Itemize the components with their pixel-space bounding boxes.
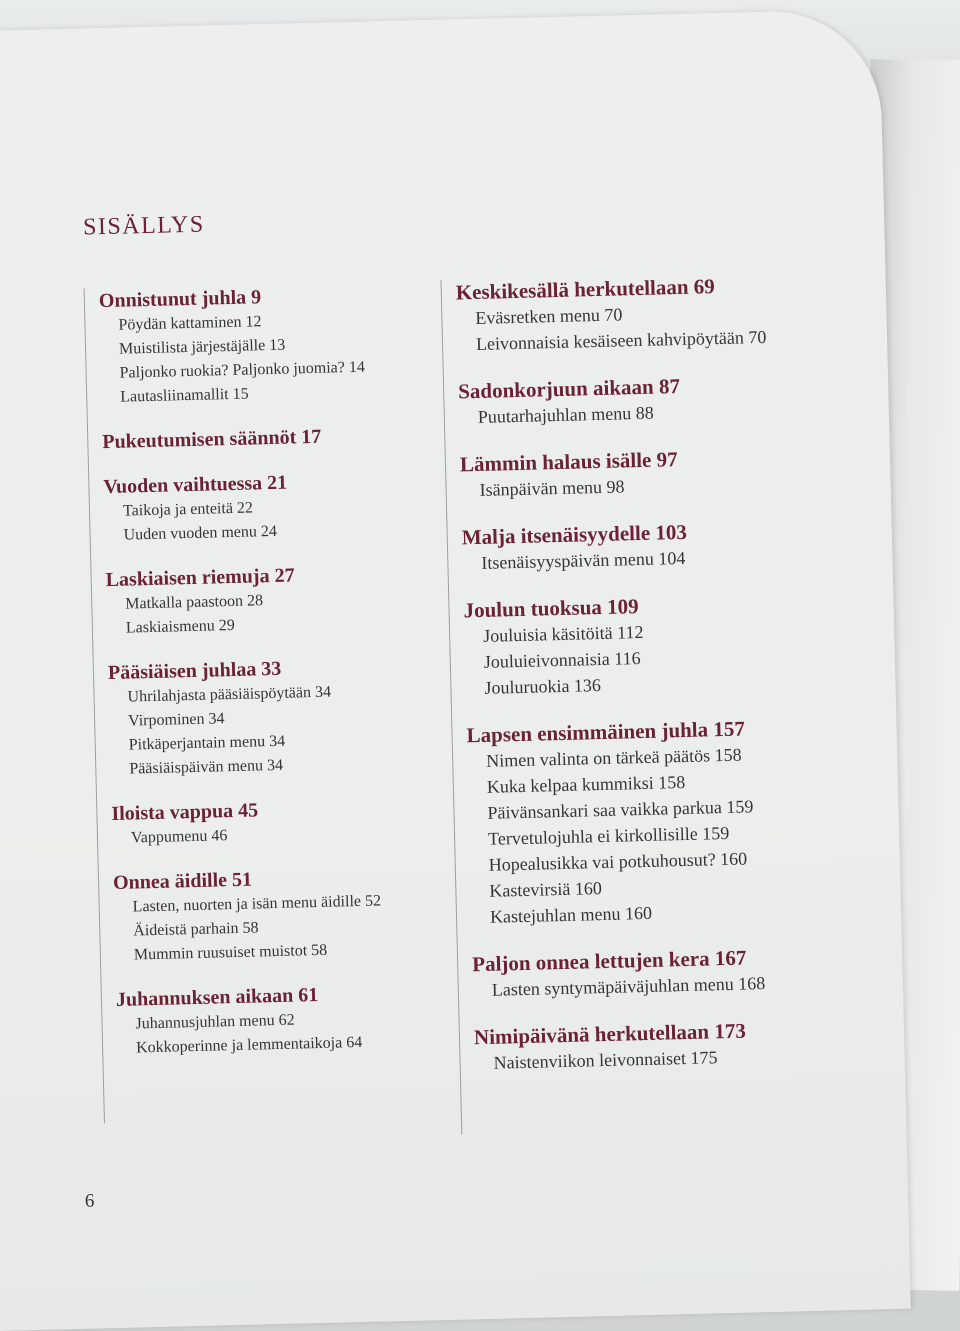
toc-entry: Uhrilahjasta pääsiäispöytään 34 [127, 683, 332, 706]
toc-section [474, 1017, 785, 1077]
toc-entry: Pääsiäispäivän menu 34 [129, 756, 284, 778]
toc-section-title: Lapsen ensimmäinen juhla 157 [466, 716, 746, 748]
toc-entry: Uuden vuoden menu 24 [123, 522, 278, 544]
toc-entry: Laskiaismenu 29 [125, 616, 235, 637]
toc-entry: Kokkoperinne ja lemmentaikoja 64 [135, 1033, 363, 1057]
toc-section [458, 371, 769, 431]
toc-section-title: Iloista vappua 45 [111, 799, 259, 826]
toc-entry: Lasten, nuorten ja isän menu äidille 52 [132, 892, 382, 916]
toc-entry: Jouluieivonnaisia 116 [483, 648, 641, 672]
toc-section-title: Keskikesällä herkutellaan 69 [455, 274, 716, 305]
toc-section-title: Pukeutumisen säännöt 17 [102, 425, 322, 454]
toc-entry: Kastevirsiä 160 [489, 878, 603, 901]
toc-section-title: Juhannuksen aikaan 61 [115, 984, 319, 1011]
toc-entry: Lasten syntymäpäiväjuhlan menu 168 [491, 973, 766, 1000]
toc-entry: Naistenviikon leivonnaiset 175 [493, 1047, 718, 1073]
toc-section [461, 517, 772, 577]
page-number: 6 [84, 1190, 95, 1212]
toc-entry: Itsenäisyyspäivän menu 104 [481, 547, 686, 573]
toc-entry: Kuka kelpaa kummiksi 158 [486, 771, 686, 797]
toc-entry: Matkalla paastoon 28 [125, 592, 264, 613]
toc-section [111, 794, 380, 851]
toc-section [105, 561, 374, 642]
toc-section [103, 468, 372, 549]
toc-entry: Nimen valinta on tärkeä päätös 158 [485, 744, 742, 771]
toc-section-title: Onnea äidille 51 [112, 868, 253, 894]
toc-entry: Leivonnaisia kesäiseen kahvipöytään 70 [475, 326, 767, 354]
toc-entry: Muistilista järjestäjälle 13 [118, 336, 286, 358]
toc-entry: Päivänsankari saa vaikka parkua 159 [487, 796, 754, 823]
toc-entry: Lautasliinamallit 15 [120, 385, 249, 406]
toc-section [102, 423, 370, 456]
toc-section-title: Paljon onnea lettujen kera 167 [471, 945, 747, 977]
toc-entry: Jouluisia käsitöitä 112 [482, 621, 644, 646]
toc-section [108, 654, 378, 782]
toc-entry: Vappumenu 46 [130, 827, 228, 847]
toc-section-title: Laskiaisen riemuja 27 [105, 564, 295, 592]
toc-entry: Pitkäperjantain menu 34 [128, 732, 286, 754]
toc-section-title: Onnistunut juhla 9 [98, 286, 262, 313]
toc-section [463, 590, 775, 702]
toc-section-title: Lämmin halaus isälle 97 [459, 447, 678, 477]
toc-entry: Taikoja ja enteitä 22 [122, 499, 254, 520]
toc-section-title: Joulun tuoksua 109 [463, 594, 639, 623]
toc-section-title: Malja itsenäisyydelle 103 [461, 519, 688, 550]
toc-entry: Virpominen 34 [127, 710, 225, 730]
toc-entry: Puutarhajuhlan menu 88 [477, 402, 654, 427]
toc-section [116, 980, 385, 1061]
toc-entry: Äideistä parhain 58 [133, 919, 259, 940]
toc-section-title: Nimipäivänä herkutellaan 173 [473, 1018, 747, 1050]
toc-right-column [440, 272, 785, 1135]
toc-section [460, 444, 771, 504]
toc-entry: Juhannusjuhlan menu 62 [135, 1011, 295, 1033]
toc-section-title: Vuoden vaihtuessa 21 [103, 471, 288, 499]
toc-section [455, 272, 766, 358]
toc-entry: Tervetulojuhla ei kirkollisille 159 [487, 822, 730, 849]
book-page [0, 9, 911, 1331]
toc-section [113, 863, 383, 968]
toc-entry: Jouluruokia 136 [484, 675, 602, 698]
toc-left-column [84, 282, 387, 1124]
toc-entry: Kastejuhlan menu 160 [489, 902, 653, 927]
toc-entry: Eväsretken menu 70 [475, 304, 623, 328]
toc-entry: Hopealusikka vai potkuhousut? 160 [488, 848, 748, 875]
toc-section-title: Pääsiäisen juhlaa 33 [107, 657, 282, 685]
toc-section [466, 715, 780, 930]
toc-section [99, 282, 369, 410]
toc-entry: Pöydän kattaminen 12 [118, 313, 262, 334]
toc-entry: Isänpäivän menu 98 [479, 476, 625, 500]
page-title: SISÄLLYS [82, 211, 205, 241]
toc-section-title: Sadonkorjuun aikaan 87 [457, 373, 681, 404]
toc-entry: Paljonko ruokia? Paljonko juomia? 14 [119, 358, 366, 382]
toc-section [472, 944, 783, 1004]
toc-entry: Mummin ruusuiset muistot 58 [133, 941, 328, 964]
